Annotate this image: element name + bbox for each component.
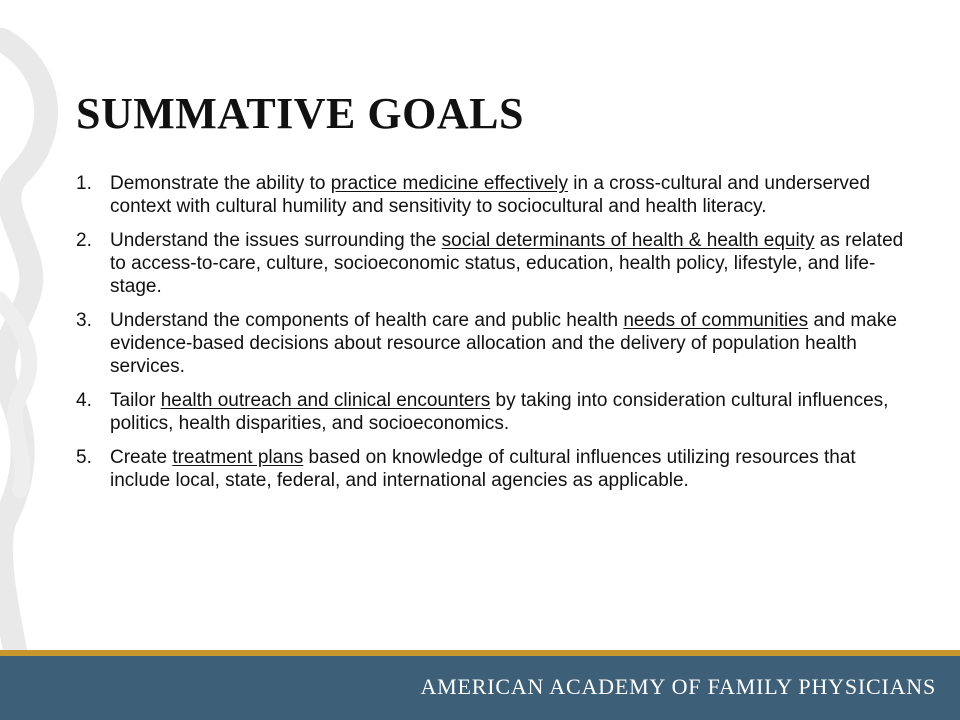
goal-text: and make evidence-based decisions about resource allocation and the delivery of population health services.: [110, 310, 897, 377]
goal-text: based on knowledge of cultural influences utilizing resources that include local, state, federal, and international agencies as applicable.: [110, 447, 856, 491]
goal-text: by taking into consideration cultural influences, politics, health disparities, and socioeconomics.: [110, 390, 889, 434]
goal-highlight: needs of communities: [623, 310, 809, 331]
goal-item: [76, 389, 906, 435]
goal-item: [76, 229, 906, 298]
goal-number: 5.: [76, 447, 92, 468]
goal-item: [76, 172, 906, 218]
footer-bar: [0, 656, 960, 720]
goal-text: Tailor: [110, 390, 161, 411]
goal-highlight: social determinants of health & health equity: [441, 230, 815, 251]
goal-text: Demonstrate the ability to: [110, 173, 331, 194]
goal-number: 4.: [76, 390, 92, 411]
goal-text: Create: [110, 447, 173, 468]
goal-item: [76, 309, 906, 378]
goal-number: 2.: [76, 230, 92, 251]
goal-item: [76, 446, 906, 492]
goal-text: in a cross-cultural and underserved context with cultural humility and sensitivity to sociocultural and health literacy.: [110, 173, 871, 217]
goal-highlight: treatment plans: [172, 447, 304, 468]
goal-text: as related to access-to-care, culture, socioeconomic status, education, health policy, lifestyle, and life-stage.: [110, 230, 904, 297]
footer-organization-name: AMERICAN ACADEMY OF FAMILY PHYSICIANS: [420, 674, 936, 699]
goal-highlight: health outreach and clinical encounters: [160, 390, 491, 411]
goal-highlight: practice medicine effectively: [330, 173, 568, 194]
goal-text: Understand the components of health care and public health: [110, 310, 624, 331]
slide-title: SUMMATIVE GOALS: [76, 89, 524, 138]
goal-text: Understand the issues surrounding the: [110, 230, 442, 251]
goal-number: 1.: [76, 173, 92, 194]
goals-list: [76, 172, 906, 503]
goal-number: 3.: [76, 310, 92, 331]
